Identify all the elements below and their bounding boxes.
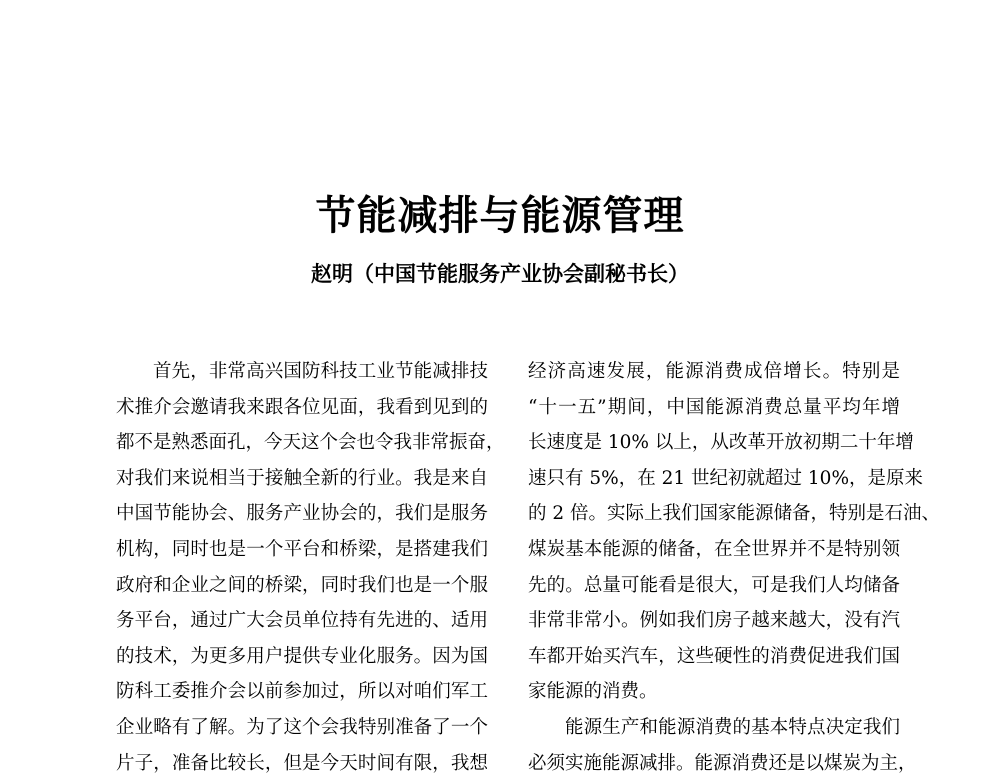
body-line: 煤炭基本能源的储备，在全世界并不是特别领: [528, 538, 900, 560]
body-line: 长速度是 10% 以上，从改革开放初期二十年增: [528, 432, 914, 454]
body-line: 家能源的消费。: [528, 681, 658, 703]
body-line: 非常非常小。例如我们房子越来越大，没有汽: [528, 610, 900, 632]
body-line: 的 2 倍。实际上我们国家能源储备，特别是石油、: [528, 503, 941, 525]
body-line: 速只有 5%，在 21 世纪初就超过 10%，是原来: [528, 467, 924, 489]
body-line: 的技术，为更多用户提供专业化服务。因为国: [116, 645, 488, 667]
body-line: 对我们来说相当于接触全新的行业。我是来自: [116, 467, 488, 489]
body-line: 术推介会邀请我来跟各位见面，我看到见到的: [116, 396, 488, 418]
body-column-right: [528, 354, 941, 781]
body-line: 车都开始买汽车，这些硬性的消费促进我们国: [528, 645, 900, 667]
body-line: 机构，同时也是一个平台和桥梁，是搭建我们: [116, 538, 488, 560]
body-line: 企业略有了解。为了这个会我特别准备了一个: [116, 716, 488, 738]
body-line: 经济高速发展，能源消费成倍增长。特别是: [528, 361, 900, 382]
body-line: 防科工委推介会以前参加过，所以对咱们军工: [116, 681, 488, 703]
body-line: 首先，非常高兴国防科技工业节能减排技: [153, 361, 488, 382]
body-line: 能源生产和能源消费的基本特点决定我们: [565, 716, 900, 738]
body-line: 务平台，通过广大会员单位持有先进的、适用: [116, 610, 488, 632]
article-author: 赵明（中国节能服务产业协会副秘书长）: [311, 262, 689, 286]
article-title: 节能减排与能源管理: [315, 193, 685, 239]
body-line: 政府和企业之间的桥梁，同时我们也是一个服: [116, 574, 488, 596]
body-column-left: [116, 354, 505, 781]
body-line: “十一五”期间，中国能源消费总量平均年增: [528, 396, 900, 418]
body-line: 先的。总量可能看是很大，可是我们人均储备: [528, 574, 900, 596]
body-line: 必须实施能源减排。能源消费还是以煤炭为主，: [528, 752, 917, 774]
body-line: 片子，准备比较长，但是今天时间有限，我想: [116, 752, 488, 774]
body-line: 中国节能协会、服务产业协会的，我们是服务: [116, 503, 488, 525]
body-line: 都不是熟悉面孔，今天这个会也令我非常振奋，: [116, 432, 505, 454]
